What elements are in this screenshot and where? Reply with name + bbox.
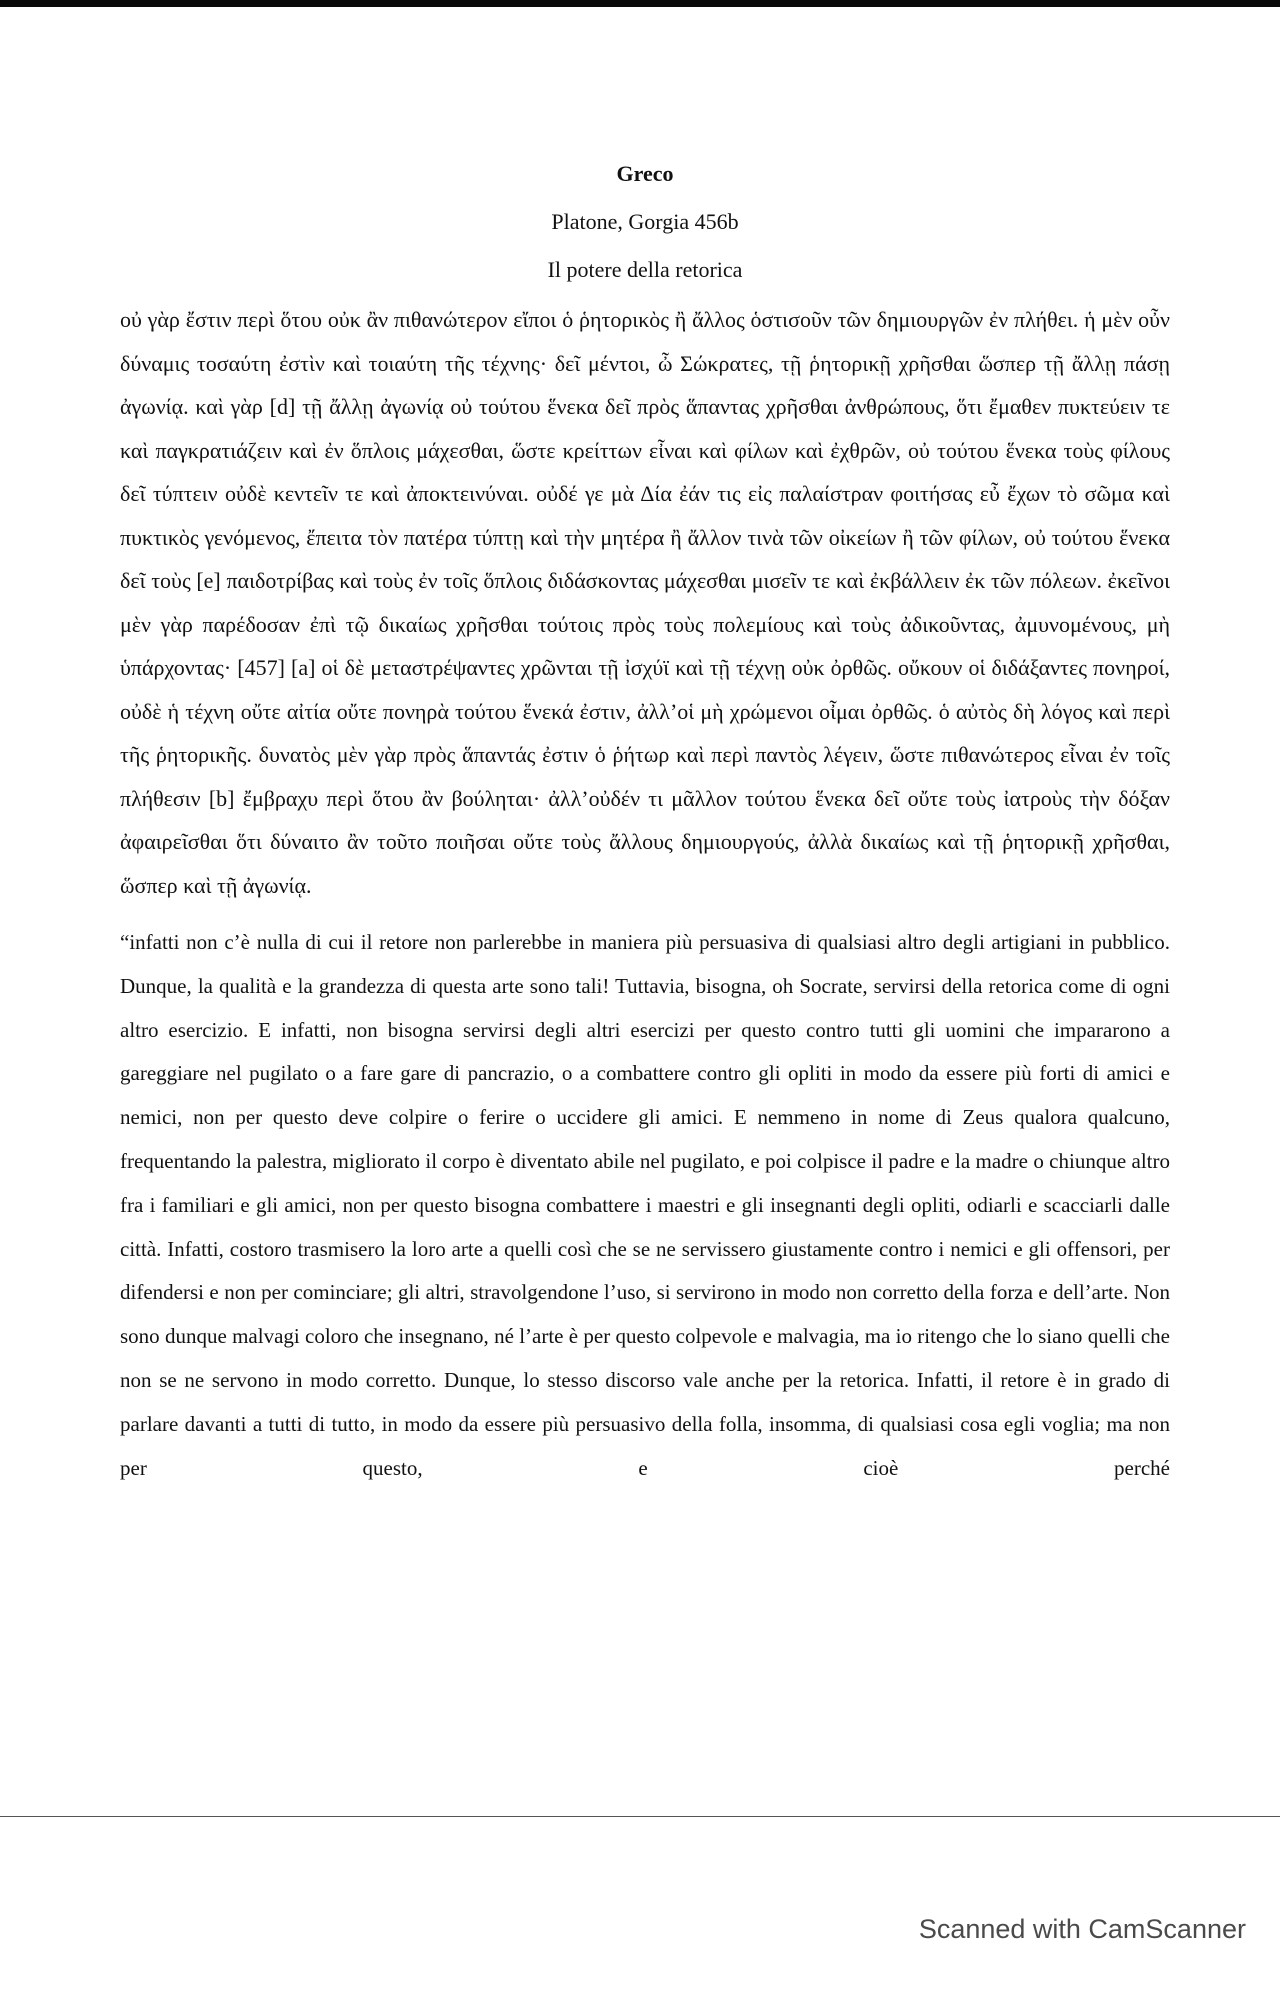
greek-text: οὐ γὰρ ἔστιν περὶ ὅτου οὐκ ἂν πιθανώτερον εἴποι ὁ ῥητορικὸς ἢ ἄλλος ὁστισοῦν τῶν δημιουργῶν ἐν πλήθει. ἡ μὲν οὖν δύναμις τοσαύτη ἐστὶν καὶ τοιαύτη τῆς τέχνης· δεῖ μέντοι, ὦ Σώκρατες, τῇ ῥητορικῇ χρῆσθαι ὥσπερ τῇ ἄλλῃ πάσῃ ἀγωνίᾳ. καὶ γὰρ [d] τῇ ἄλλῃ ἀγωνίᾳ οὐ τούτου ἕνεκα δεῖ πρὸς ἅπαντας χρῆσθαι ἀνθρώπους, ὅτι ἔμαθεν πυκτεύειν τε καὶ παγκρατιάζειν καὶ ἐν ὅπλοις μάχεσθαι, ὥστε κρείττων εἶναι καὶ φίλων καὶ ἐχθρῶν, οὐ τούτου ἕνεκα τοὺς φίλους δεῖ τύπτειν οὐδὲ κεντεῖν τε καὶ ἀποκτεινύναι. οὐδέ γε μὰ Δία ἐάν τις εἰς παλαίστραν φοιτήσας εὖ ἔχων τὸ σῶμα καὶ πυκτικὸς γενόμενος, ἔπειτα τὸν πατέρα τύπτῃ καὶ τὴν μητέρα ἢ ἄλλον τινὰ τῶν οἰκείων ἢ τῶν φίλων, οὐ τούτου ἕνεκα δεῖ τοὺς [e] παιδοτρίβας καὶ τοὺς ἐν τοῖς ὅπλοις διδάσκοντας μάχεσθαι μισεῖν τε καὶ ἐκβάλλειν ἐκ τῶν πόλεων. ἐκεῖνοι μὲν γὰρ παρέδοσαν ἐπὶ τῷ δικαίως χρῆσθαι τούτοις πρὸς τοὺς πολεμίους καὶ τοὺς ἀδικοῦντας, ἀμυνομένους, μὴ ὑπάρχοντας· [457] [a] οἱ δὲ μεταστρέψαντες χρῶνται τῇ ἰσχύϊ καὶ τῇ τέχνῃ οὐκ ὀρθῶς. οὔκουν οἱ διδάξαντες πονηροί, οὐδὲ ἡ τέχνη οὔτε αἰτία οὔτε πονηρὰ τούτου ἕνεκά ἐστιν, ἀλλ’οἱ μὴ χρώμενοι οἶμαι ὀρθῶς. ὁ αὐτὸς δὴ λόγος καὶ περὶ τῆς ῥητορικῆς. δυνατὸς μὲν γὰρ πρὸς ἅπαντάς ἐστιν ὁ ῥήτωρ καὶ περὶ παντὸς λέγειν, ὥστε πιθανώτερος εἶναι ἐν τοῖς πλήθεσιν [b] ἔμβραχυ περὶ ὅτου ἂν βούληται· ἀλλ’οὐδέν τι μᾶλλον τούτου ἕνεκα δεῖ οὔτε τοὺς ἰατροὺς τὴν δόξαν ἀφαιρεῖσθαι ὅτι δύναιτο ἂν τοῦτο ποιῆσαι οὔτε τοὺς ἄλλους δημιουργούς, ἀλλὰ δικαίως καὶ τῇ ῥητορικῇ χρῆσθαι, ὥσπερ καὶ τῇ ἀγωνίᾳ. [120, 307, 1170, 898]
document-subject: Greco [616, 161, 674, 186]
camscanner-watermark: Scanned with CamScanner [918, 1914, 1246, 1944]
italian-translation: “infatti non c’è nulla di cui il retore non parlerebbe in maniera più persuasiva di qualsiasi altro degli artigiani in pubblico. Dunque, la qualità e la grandezza di questa arte sono tali! Tuttavia, bisogna, oh Socrate, servirsi della retorica come di ogni altro esercizio. E infatti, non bisogna servirsi degli altri esercizi per questo contro tutti gli uomini che impararono a gareggiare nel pugilato o a fare gare di pancrazio, o a combattere contro gli opliti in modo da essere più forti di amici e nemici, non per questo deve colpire o ferire o uccidere gli amici. E nemmeno in nome di Zeus qualora qualcuno, frequentando la palestra, migliorato il corpo è diventato abile nel pugilato, e poi colpisce il padre e la madre o chiunque altro fra i familiari e gli amici, non per questo bisogna combattere i maestri e gli insegnanti degli opliti, odiarli e scacciarli dalle città. Infatti, costoro trasmisero la loro arte a quelli così che se ne servissero giustamente contro i nemici e gli offensori, per difendersi e non per cominciare; gli altri, stravolgendone l’uso, si servirono in modo non corretto della forza e dell’arte. Non sono dunque malvagi coloro che insegnano, né l’arte è per questo colpevole e malvagia, ma io ritengo che lo siano quelli che non se ne servono in modo corretto. Dunque, lo stesso discorso vale anche per la retorica. Infatti, il retore è in grado di parlare davanti a tutti di tutto, in modo da essere più persuasivo della folla, insomma, di qualsiasi cosa egli voglia; ma non per questo, e cioè perché [120, 930, 1170, 1480]
page-bottom-divider [0, 1816, 1280, 1817]
document-title: Il potere della retorica [547, 257, 743, 282]
document-source: Platone, Gorgia 456b [551, 209, 739, 234]
scan-top-edge [0, 0, 1280, 7]
document-page [120, 150, 1170, 1490]
